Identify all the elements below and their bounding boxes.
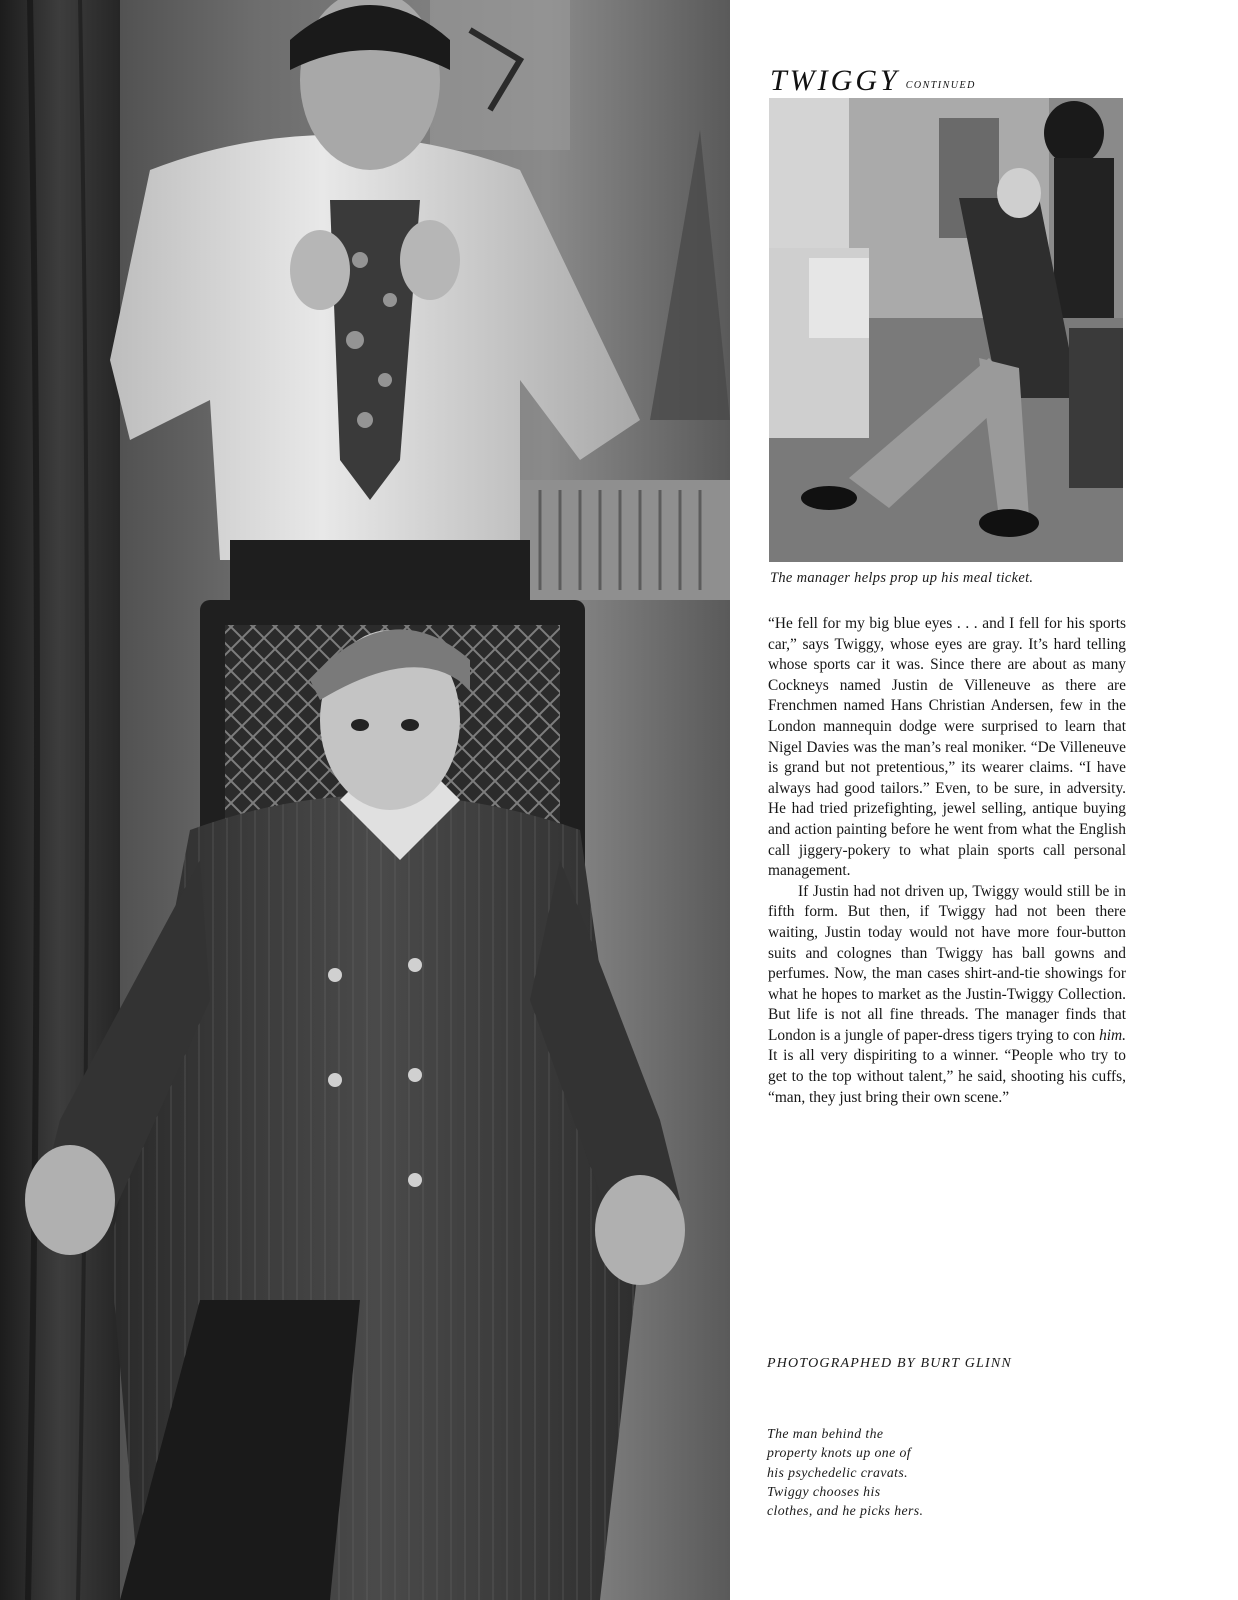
inset-photo-caption: The manager helps prop up his meal ticket. xyxy=(770,570,1034,586)
main-caption-line-1: The man behind the xyxy=(767,1426,884,1441)
main-caption-line-5: clothes, and he picks hers. xyxy=(767,1503,924,1519)
article-body xyxy=(768,614,1126,1108)
article-paragraph-1: “He fell for my big blue eyes . . . and I fell for his sports car,” says Twiggy, whose eyes are gray. It’s hard telling whose sports car it was. Since there are about as many Cockneys named Justin de Villeneuve as there are Frenchmen named Hans Christian Andersen, few in the London mannequin dodge were surprised to learn that Nigel Davies was the man’s real moniker. “De Villeneuve is grand but not pretentious,” its wearer claims. “I have always had good tailors.” Even, to be sure, in adversity. He had tried prizefighting, jewel selling, antique buying and action painting before he went from what the English call jiggery-pokery to what plain sports call personal management. xyxy=(768,615,1126,880)
article-paragraph-2 xyxy=(768,882,1126,1109)
photo-credit: PHOTOGRAPHED BY BURT GLINN xyxy=(767,1356,1012,1371)
inset-photograph xyxy=(769,98,1123,562)
main-caption-line-4: Twiggy chooses his xyxy=(767,1483,881,1499)
continued-label: CONTINUED xyxy=(905,80,976,91)
section-title-text: TWIGGY xyxy=(770,64,900,97)
main-caption-line-2: property knots up one of xyxy=(767,1445,911,1461)
right-column xyxy=(752,0,1222,1600)
main-photo-caption xyxy=(767,1424,1007,1520)
main-caption-line-3: his psychedelic cravats. xyxy=(767,1464,909,1480)
article-paragraph-2-emphasis: him. xyxy=(1099,1026,1126,1044)
article-paragraph-2-part-b: It is all very dispiriting to a winner. “People who try to get to the top without talent,” he said, shooting his cuffs, “man, they just bring their own scene.” xyxy=(768,1047,1126,1106)
inset-photo-illustration xyxy=(769,98,1123,562)
article-paragraph-2-part-a: If Justin had not driven up, Twiggy would still be in fifth form. But then, if Twiggy had not been there waiting, Justin today would not have more four-button suits and colognes than Twiggy has ball gowns and perfumes. Now, the man cases shirt-and-tie showings for what he hopes to market as the Justin-Twiggy Collection. But life is not all fine threads. The manager finds that London is a jungle of paper-dress tigers trying to con xyxy=(768,882,1126,1044)
section-title xyxy=(770,64,976,98)
